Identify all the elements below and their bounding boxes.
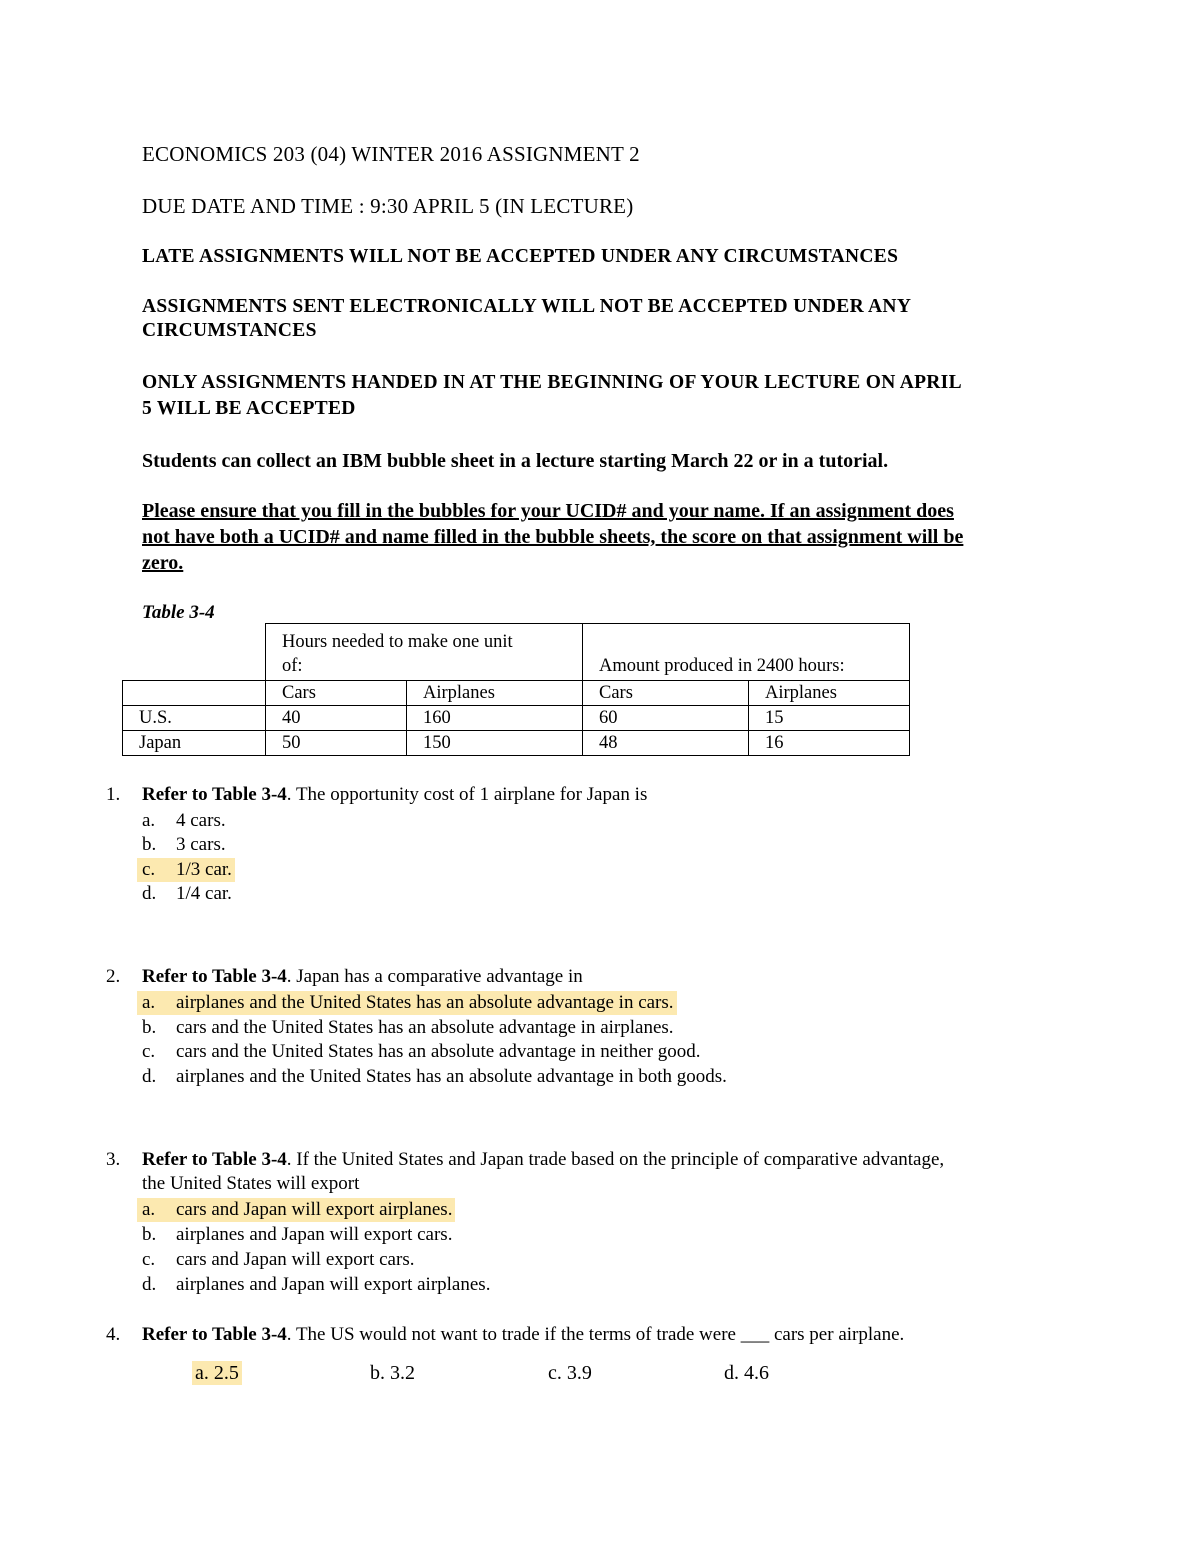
assignment-title: ECONOMICS 203 (04) WINTER 2016 ASSIGNMENT 2: [142, 142, 640, 166]
ensure-line-3: zero.: [142, 552, 184, 574]
table-caption: Table 3-4: [142, 602, 215, 623]
option-text: cars and the United States has an absolute advantage in neither good.: [176, 1041, 701, 1062]
option-letter: d.: [142, 1274, 157, 1295]
question-4-option-a-highlighted[interactable]: a. 2.5: [192, 1361, 242, 1385]
due-date: DUE DATE AND TIME : 9:30 APRIL 5 (IN LECTURE): [142, 194, 634, 218]
bubble-sheet-note: Students can collect an IBM bubble sheet in a lecture starting March 22 or in a tutorial.: [142, 450, 889, 472]
question-1-option-b[interactable]: [142, 833, 226, 857]
question-4-option-d[interactable]: d. 4.6: [724, 1362, 769, 1384]
question-3-option-b[interactable]: [142, 1223, 452, 1247]
option-text: cars and Japan will export airplanes.: [176, 1199, 453, 1220]
option-letter: d.: [142, 883, 157, 904]
question-1-stem: [142, 784, 647, 806]
option-text: 1/4 car.: [176, 883, 232, 904]
option-text: airplanes and Japan will export cars.: [176, 1224, 453, 1245]
question-2-option-d[interactable]: [142, 1065, 727, 1089]
question-2-text: . Japan has a comparative advantage in: [286, 966, 583, 987]
option-letter: b.: [142, 1224, 157, 1245]
table-col-header: Cars: [583, 681, 749, 706]
option-text: 1/3 car.: [176, 859, 232, 880]
ensure-line-2: not have both a UCID# and name filled in the bubble sheets, the score on that assignment will be: [142, 526, 964, 548]
only-accepted-line-1: ONLY ASSIGNMENTS HANDED IN AT THE BEGINNING OF YOUR LECTURE ON APRIL: [142, 372, 962, 393]
late-warning: LATE ASSIGNMENTS WILL NOT BE ACCEPTED UNDER ANY CIRCUMSTANCES: [142, 246, 899, 267]
question-1-option-a[interactable]: [142, 809, 226, 833]
question-4-option-c[interactable]: c. 3.9: [548, 1362, 592, 1384]
table-group-amount: Amount produced in 2400 hours:: [583, 624, 910, 681]
question-4-ref: Refer to Table 3-4: [142, 1324, 287, 1345]
table-group-hours-line-1: Hours needed to make one unit: [282, 632, 513, 652]
option-letter: b.: [142, 1017, 157, 1038]
question-3-stem: [142, 1149, 944, 1171]
option-letter: c.: [142, 859, 156, 880]
question-4-stem: [142, 1324, 904, 1346]
question-3-text: . If the United States and Japan trade based on the principle of comparative advantage,: [286, 1149, 945, 1170]
table-header-group-row: [123, 624, 910, 681]
option-letter: a.: [142, 1199, 156, 1220]
table-col-header: Airplanes: [749, 681, 910, 706]
option-letter: a.: [142, 810, 156, 831]
question-2-option-c[interactable]: [142, 1040, 700, 1064]
option-letter: c.: [142, 1041, 156, 1062]
question-3-ref: Refer to Table 3-4: [142, 1149, 287, 1170]
table-col-header: Cars: [266, 681, 407, 706]
option-text: cars and Japan will export cars.: [176, 1249, 415, 1270]
question-2-number: 2.: [106, 966, 121, 987]
table-cell: 40: [266, 706, 407, 731]
question-3-stem-line-2: the United States will export: [142, 1173, 360, 1194]
question-1-number: 1.: [106, 784, 121, 805]
table-group-hours: [266, 624, 583, 681]
option-letter: c.: [142, 1249, 156, 1270]
option-text: 3 cars.: [176, 834, 226, 855]
table-row: [123, 731, 910, 756]
option-text: cars and the United States has an absolute advantage in airplanes.: [176, 1017, 674, 1038]
table-cell: 48: [583, 731, 749, 756]
question-2-ref: Refer to Table 3-4: [142, 966, 287, 987]
ensure-line-1: Please ensure that you fill in the bubbles for your UCID# and your name. If an assignment does: [142, 500, 954, 522]
table-column-header-row: [123, 681, 910, 706]
question-2-stem: [142, 966, 583, 988]
option-text: airplanes and the United States has an absolute advantage in both goods.: [176, 1066, 727, 1087]
option-text: airplanes and Japan will export airplanes.: [176, 1274, 491, 1295]
electronic-warning-line-2: CIRCUMSTANCES: [142, 320, 317, 341]
table-group-hours-line-2: of:: [282, 656, 303, 676]
question-4-option-b[interactable]: b. 3.2: [370, 1362, 415, 1384]
table-row: [123, 706, 910, 731]
question-4-number: 4.: [106, 1324, 121, 1345]
question-3-option-c[interactable]: [142, 1248, 414, 1272]
option-text: airplanes and the United States has an absolute advantage in cars.: [176, 992, 674, 1013]
electronic-warning-line-1: ASSIGNMENTS SENT ELECTRONICALLY WILL NOT BE ACCEPTED UNDER ANY: [142, 296, 912, 317]
table-cell: 50: [266, 731, 407, 756]
question-1-option-c-highlighted[interactable]: [137, 858, 235, 882]
table-col-header: Airplanes: [407, 681, 583, 706]
only-accepted-line-2: 5 WILL BE ACCEPTED: [142, 398, 356, 419]
question-1-option-d[interactable]: [142, 882, 232, 906]
question-1-ref: Refer to Table 3-4: [142, 784, 287, 805]
question-3-option-d[interactable]: [142, 1273, 490, 1297]
table-cell: 60: [583, 706, 749, 731]
question-2-option-a-highlighted[interactable]: [137, 991, 677, 1015]
table-row-country: Japan: [123, 731, 266, 756]
table-cell: 150: [407, 731, 583, 756]
question-2-option-b[interactable]: [142, 1016, 674, 1040]
question-1-text: . The opportunity cost of 1 airplane for Japan is: [286, 784, 648, 805]
option-letter: b.: [142, 834, 157, 855]
table-cell: 16: [749, 731, 910, 756]
table-cell: 15: [749, 706, 910, 731]
option-letter: a.: [142, 992, 156, 1013]
option-letter: d.: [142, 1066, 157, 1087]
table-corner-cell: [123, 624, 266, 681]
data-table: [122, 623, 910, 756]
table-cell: 160: [407, 706, 583, 731]
table-row-header-blank: [123, 681, 266, 706]
option-text: 4 cars.: [176, 810, 226, 831]
question-3-number: 3.: [106, 1149, 121, 1170]
question-3-option-a-highlighted[interactable]: [137, 1198, 455, 1222]
question-4-text: . The US would not want to trade if the terms of trade were ___ cars per airplane.: [286, 1324, 905, 1345]
table-row-country: U.S.: [123, 706, 266, 731]
